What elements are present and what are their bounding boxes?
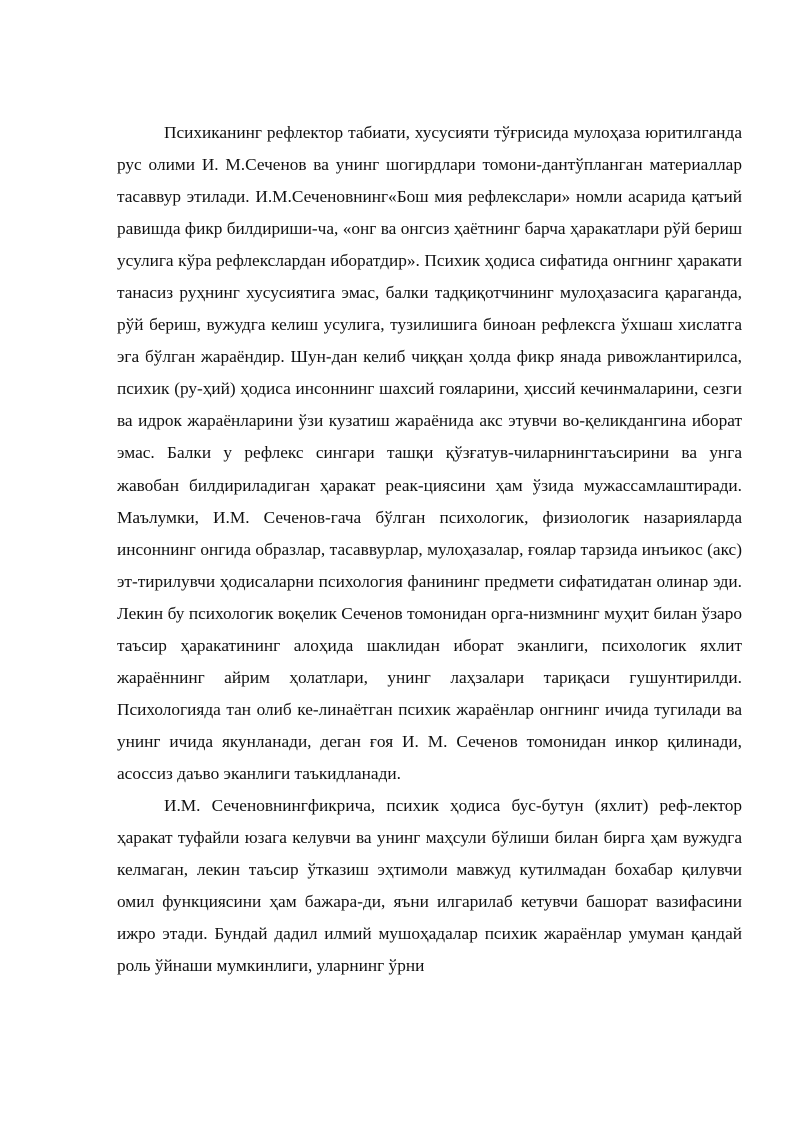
document-page: [117, 117, 742, 982]
paragraph-reflex-nature: Психиканинг рефлектор табиати, хусусияти тўғрисида мулоҳаза юритилганда рус олими И. М.Сеченов ва унинг шогирдлари томони-дантўпланган материаллар тасаввур этилади. И.М.Сеченовнинг«Бош мия рефлекслари» номли асарида қатъий равишда фикр билдириши-ча, «онг ва онгсиз ҳаётнинг барча ҳаракатлари рўй бериш усулига кўра рефлекслардан иборатдир». Психик ҳодиса сифатида онгнинг ҳаракати танасиз руҳнинг хусусиятига эмас, балки тадқиқотчининг мулоҳазасига қараганда, рўй бериш, вужудга келиш усулига, тузилишига биноан рефлексга ўхшаш хислатга эга бўлган жараёндир. Шун-дан келиб чиққан ҳолда фикр янада ривожлантирилса, психик (ру-ҳий) ҳодиса инсоннинг шахсий гояларини, ҳиссий кечинмаларини, сезги ва идрок жараёнларини ўзи кузатиш жараёнида акс этувчи во-қеликдангина иборат эмас. Балки у рефлекс сингари ташқи қўзғатув-чиларнингтаъсирини ва унга жавобан билдириладиган ҳаракат реак-циясини ҳам ўзида мужассамлаштиради. Маълумки, И.М. Сеченов-гача бўлган психологик, физиологик назарияларда инсоннинг онгида образлар, тасаввурлар, мулоҳазалар, ғоялар тарзида инъикос (акс) эт-тирилувчи ҳодисаларни психология фанининг предмети сифатидатан олинар эди. Лекин бу психологик воқелик Сеченов томонидан орга-низмнинг муҳит билан ўзаро таъсир ҳаракатининг алоҳида шаклидан иборат эканлиги, психологик яхлит жараённинг айрим ҳолатлари, унинг лаҳзалари тариқаси гушунтирилди. Психологияда тан олиб ке-линаётган психик жараёнлар онгнинг ичида тугилади ва унинг ичида якунланади, деган ғоя И. М. Сеченов томонидан инкор қилинади, асоссиз даъво эканлиги таъкидланади.: [117, 123, 742, 783]
paragraph-sechenov-view: И.М. Сеченовнингфикрича, психик ҳодиса бус-бутун (яхлит) реф-лектор ҳаракат туфайли юзага келувчи ва унинг маҳсули бўлиши билан бирга ҳам вужудга келмаган, лекин таъсир ўтказиш эҳтимоли мавжуд кутилмадан бохабар қилувчи омил функциясини ҳам бажара-ди, яъни илгарилаб кетувчи башорат вазифасини ижро этади. Бундай дадил илмий мушоҳадалар психик жараёнлар умуман қандай роль ўйнаши мумкинлиги, уларнинг ўрни: [117, 795, 742, 976]
